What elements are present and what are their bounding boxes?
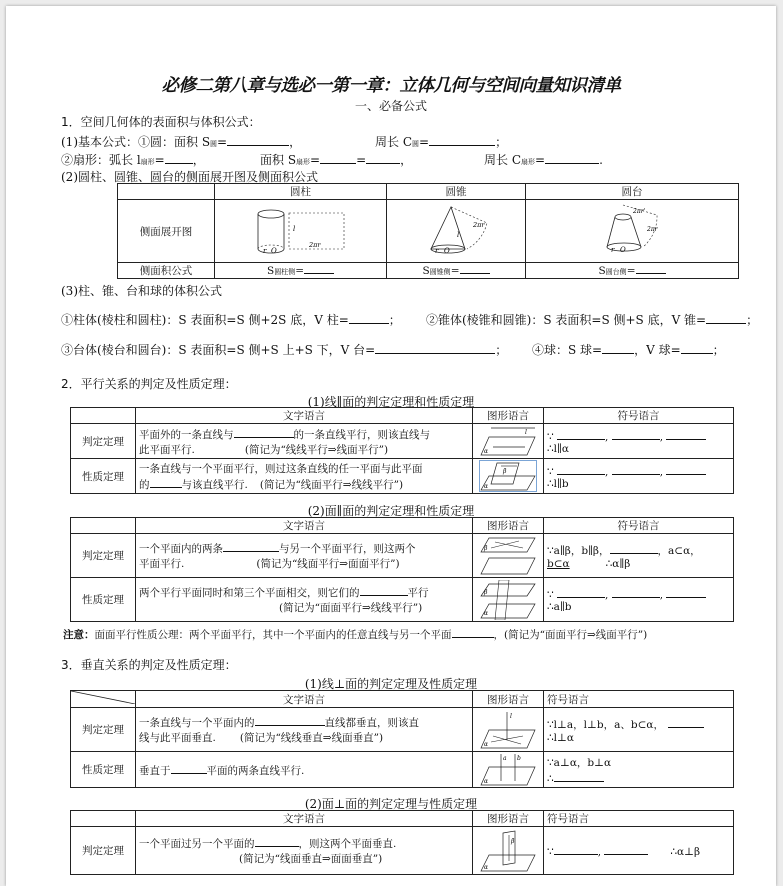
comma: ， xyxy=(289,135,302,149)
blank xyxy=(375,342,495,354)
symbol xyxy=(544,534,734,578)
sub: 圆台侧 xyxy=(605,268,627,276)
corner-diagonal xyxy=(71,691,136,708)
blank xyxy=(545,152,599,164)
basic-formula-line xyxy=(61,134,301,152)
blank xyxy=(681,342,713,354)
svg-text:β: β xyxy=(484,544,488,552)
conclusion: ∴l∥b xyxy=(547,477,569,490)
svg-text:l: l xyxy=(292,225,295,233)
criterion-text xyxy=(136,534,473,578)
lateral-area-table xyxy=(117,183,739,279)
col-symbol: 符号语言 xyxy=(544,408,734,424)
sector-sub: 扇形 xyxy=(521,158,535,166)
corner xyxy=(71,408,136,424)
blank xyxy=(610,542,658,554)
abbr: (简记为“线线平行⇒线面平行”) xyxy=(244,443,389,456)
text: 平面外的一条直线与 xyxy=(139,428,234,441)
col-figure: 图形语言 xyxy=(473,518,544,534)
svg-text:α: α xyxy=(484,777,489,785)
sector-sub: 扇形 xyxy=(140,158,155,166)
blank xyxy=(612,428,660,440)
svg-text:2πr: 2πr xyxy=(308,241,321,249)
cylinder-lateral-formula xyxy=(215,263,387,279)
col-text: 文字语言 xyxy=(136,518,473,534)
conclusion: ∴l∥α xyxy=(547,442,569,455)
symbol xyxy=(544,752,734,788)
sphere-area-text: ④球：S 球= xyxy=(532,343,603,357)
frustum-lateral-formula xyxy=(526,263,739,279)
doc-title: 必修二第八章与选必一第一章：立体几何与空间向量知识清单 xyxy=(161,76,621,96)
property-text xyxy=(136,459,473,494)
line-plane-perp-caption: (1)线⊥面的判定定理及性质定理 xyxy=(304,677,478,691)
criterion-label: 判定定理 xyxy=(71,708,136,752)
pyramid-volume xyxy=(426,312,758,328)
document-page xyxy=(6,6,776,886)
cone-net-figure xyxy=(387,200,526,263)
criterion-text xyxy=(136,827,473,875)
volume-heading: (3)柱、锥、台和球的体积公式 xyxy=(61,284,222,298)
blank xyxy=(223,540,279,552)
svg-text:l: l xyxy=(457,231,460,239)
blank xyxy=(171,762,207,774)
line-plane-perp-property-icon xyxy=(479,753,537,787)
parallel-note xyxy=(63,627,647,642)
blank xyxy=(612,586,660,598)
eq: = xyxy=(626,265,636,277)
plane-plane-perp-caption: (2)面⊥面的判定定理与性质定理 xyxy=(304,797,478,811)
criterion-text xyxy=(136,424,473,459)
cylinder-net-figure xyxy=(215,200,387,263)
text: ，则这两个平面垂直. xyxy=(298,838,397,850)
sphere-formulas xyxy=(532,342,725,358)
text: 平面平行. xyxy=(139,558,185,570)
conclusion: ∴ xyxy=(547,772,554,785)
equals: = xyxy=(154,153,165,167)
section-title-formulas: 一、必备公式 xyxy=(354,99,427,113)
cylinder-net-icon xyxy=(251,203,351,259)
svg-text:r: r xyxy=(611,246,615,254)
circle-sub: 圆 xyxy=(412,140,419,148)
svg-text:2πr': 2πr' xyxy=(633,208,646,215)
blank xyxy=(604,843,648,855)
s: S xyxy=(598,265,606,277)
sector-perimeter xyxy=(484,152,603,170)
text: 一条直线与一个平面内的 xyxy=(139,717,255,729)
symbol: ∵ , ∴α⊥β xyxy=(544,827,734,875)
property-label: 性质定理 xyxy=(71,459,136,494)
prism-volume-text: ①柱体(棱柱和圆柱)：S 表面积=S 侧+2S 底，V 柱= xyxy=(61,313,349,327)
figure xyxy=(473,424,544,459)
sector-sub: 扇形 xyxy=(296,158,311,166)
svg-text:2πr: 2πr xyxy=(473,221,485,229)
svg-text:α: α xyxy=(484,863,489,871)
blank xyxy=(554,843,598,855)
svg-text:β: β xyxy=(511,837,515,845)
row-label-formula: 侧面积公式 xyxy=(118,263,215,279)
sector-arc-label: ②扇形：弧长 l xyxy=(61,153,141,167)
conclusion: ∴a∥b xyxy=(547,601,572,613)
col-figure: 图形语言 xyxy=(473,811,544,827)
plane-plane-parallel-table xyxy=(70,517,734,622)
svg-text:α: α xyxy=(484,448,489,455)
text: 的一条直线平行，则该直线与 xyxy=(293,428,430,441)
text: 直线都垂直，则该直 xyxy=(324,717,419,729)
text: 垂直于 xyxy=(139,764,171,777)
sector-area xyxy=(260,152,412,170)
line-plane-property-icon xyxy=(479,460,537,492)
svg-text:O: O xyxy=(620,246,626,254)
svg-text:O: O xyxy=(270,247,277,255)
section-3-heading: 3．垂直关系的判定及性质定理： xyxy=(61,658,237,672)
conclusion: ∴α⊥β xyxy=(670,846,701,858)
text: 一个平面内的两条 xyxy=(139,543,223,555)
property-label: 性质定理 xyxy=(71,578,136,622)
frustum-volume-text: ③台体(棱台和圆台)：S 表面积=S 侧+S 上+S 下，V 台= xyxy=(61,343,376,357)
cone-net-icon xyxy=(411,203,501,259)
text: 一条直线与一个平面平行，则过这条直线的任一平面与此平面 xyxy=(139,462,423,475)
svg-text:O: O xyxy=(444,247,450,255)
comma: ， xyxy=(400,153,413,167)
conclusion: ∴l⊥α xyxy=(547,731,575,744)
frustum-net-figure xyxy=(526,200,739,263)
property-text xyxy=(136,752,473,788)
perimeter-label: 周长 C xyxy=(375,135,412,149)
property-text xyxy=(136,578,473,622)
blank xyxy=(360,584,408,596)
blank xyxy=(557,428,605,440)
svg-text:l: l xyxy=(525,429,527,436)
svg-text:α: α xyxy=(484,483,489,490)
equals: = xyxy=(310,153,321,167)
criterion-label: 判定定理 xyxy=(71,534,136,578)
sector-perimeter-label: 周长 C xyxy=(484,153,521,167)
pyramid-volume-text: ②锥体(棱锥和圆锥)：S 表面积=S 侧+S 底，V 锥= xyxy=(426,313,707,327)
col-symbol: 符号语言 xyxy=(544,691,734,708)
svg-text:l: l xyxy=(510,712,512,720)
blank xyxy=(349,312,389,324)
svg-text:2πr: 2πr xyxy=(647,226,658,233)
text: 与该直线平行. xyxy=(181,478,248,491)
blank xyxy=(666,586,706,598)
s: S xyxy=(266,265,275,277)
blank xyxy=(255,835,299,847)
semicolon: ； xyxy=(495,343,508,357)
circle-perimeter xyxy=(375,134,507,152)
blank xyxy=(668,716,704,728)
text: 平行 xyxy=(407,587,429,599)
corner xyxy=(71,811,136,827)
period: . xyxy=(599,153,603,167)
blank xyxy=(234,426,294,438)
symbol: ∵ , , ∴l∥α xyxy=(544,424,734,459)
line-plane-parallel-caption: (1)线∥面的判定定理和性质定理 xyxy=(307,395,475,409)
frustum-net-icon xyxy=(587,203,677,259)
sector-formula-line xyxy=(61,152,205,170)
sub: 圆锥侧 xyxy=(429,268,451,276)
cone-lateral-formula xyxy=(387,263,526,279)
section-2-heading: 2．平行关系的判定及性质定理： xyxy=(61,377,237,391)
col-text: 文字语言 xyxy=(136,811,473,827)
given: ∵a⊥α，b⊥α xyxy=(547,756,612,769)
blank xyxy=(452,628,494,638)
note-label: 注意： xyxy=(63,629,95,641)
equals: = xyxy=(535,153,546,167)
symbol: ∵ , , ∴a∥b xyxy=(544,578,734,622)
figure xyxy=(473,752,544,788)
abbr: (简记为“线面平行⇒线线平行”) xyxy=(259,478,404,491)
abbr: (简记为“线线垂直⇒线面垂直”) xyxy=(239,732,384,744)
circle-area-label: (1)基本公式：①圆：面积 S xyxy=(61,135,211,149)
sub: 圆柱侧 xyxy=(274,268,296,276)
plane-plane-property-icon xyxy=(479,580,537,620)
given: b⊂α xyxy=(547,557,570,570)
because: ∵ xyxy=(547,589,554,601)
property-label: 性质定理 xyxy=(71,752,136,788)
blank xyxy=(636,264,666,274)
abbr: (简记为“面面平行⇒线线平行”) xyxy=(279,602,423,614)
s: S xyxy=(422,265,430,277)
blank xyxy=(557,463,605,475)
plane-plane-parallel-caption: (2)面∥面的判定定理和性质定理 xyxy=(307,504,475,518)
plane-plane-perp-table xyxy=(70,810,734,875)
note-text: ，(简记为“面面平行⇒线面平行”) xyxy=(493,629,648,641)
col-symbol: 符号语言 xyxy=(544,518,734,534)
blank xyxy=(320,152,356,164)
blank xyxy=(227,134,289,146)
col-symbol: 符号语言 xyxy=(544,811,734,827)
line-plane-parallel-table xyxy=(70,407,734,494)
text: 两个平行平面同时和第三个平面相交，则它们的 xyxy=(139,587,360,599)
equals: = xyxy=(356,153,367,167)
col-text: 文字语言 xyxy=(136,408,473,424)
given: ∵l⊥a，l⊥b，a、b⊂α， xyxy=(547,718,664,731)
figure xyxy=(473,827,544,875)
corner xyxy=(71,518,136,534)
prism-volume xyxy=(61,312,401,328)
sphere-volume-text: ，V 球= xyxy=(634,343,681,357)
svg-text:α: α xyxy=(484,609,489,617)
criterion-text xyxy=(136,708,473,752)
blank xyxy=(612,463,660,475)
symbol xyxy=(544,708,734,752)
circle-sub: 圆 xyxy=(210,140,218,148)
given: ，a⊂α， xyxy=(657,544,701,557)
semicolon: ； xyxy=(712,343,725,357)
line-plane-perp-table xyxy=(70,690,734,788)
sector-area-label: 面积 S xyxy=(260,153,297,167)
criterion-label: 判定定理 xyxy=(71,424,136,459)
blank xyxy=(150,476,182,488)
corner-cell xyxy=(118,184,215,200)
blank xyxy=(666,428,706,440)
blank xyxy=(460,264,490,274)
semicolon: ； xyxy=(388,313,401,327)
because: ∵ xyxy=(547,465,554,478)
semicolon: ； xyxy=(495,135,508,149)
blank xyxy=(304,264,334,274)
abbr: (简记为“线面垂直⇒面面垂直”) xyxy=(239,853,383,865)
because: ∵ xyxy=(547,846,554,858)
figure xyxy=(473,534,544,578)
plane-plane-parallel-icon xyxy=(479,536,537,576)
lateral-surface-heading: (2)圆柱、圆锥、圆台的侧面展开图及侧面积公式 xyxy=(61,170,318,184)
equals: = xyxy=(217,135,228,149)
svg-text:α: α xyxy=(484,740,489,748)
col-figure: 图形语言 xyxy=(473,691,544,708)
given: ∵a∥β，b∥β， xyxy=(547,544,610,557)
line-plane-parallel-icon xyxy=(479,425,537,457)
comma: ， xyxy=(192,153,205,167)
text: 平面的两条直线平行. xyxy=(206,764,305,777)
text: 线与此平面垂直. xyxy=(139,732,216,744)
eq: = xyxy=(450,265,460,277)
blank xyxy=(602,342,634,354)
col-cone: 圆锥 xyxy=(387,184,526,200)
section-1-heading: 1．空间几何体的表面积与体积公式： xyxy=(61,115,261,129)
text: 此平面平行. xyxy=(139,443,195,456)
col-text: 文字语言 xyxy=(136,691,473,708)
col-frustum: 圆台 xyxy=(526,184,739,200)
criterion-label: 判定定理 xyxy=(71,827,136,875)
symbol: ∵ , , ∴l∥b xyxy=(544,459,734,494)
text: 与另一个平面平行，则这两个 xyxy=(279,543,416,555)
line-plane-perp-icon xyxy=(479,710,537,750)
semicolon: ； xyxy=(746,313,759,327)
figure xyxy=(473,708,544,752)
blank xyxy=(557,586,605,598)
row-label-net: 侧面展开图 xyxy=(118,200,215,263)
abbr: (简记为“线面平行⇒面面平行”) xyxy=(256,558,400,570)
svg-text:r: r xyxy=(262,247,266,255)
eq: = xyxy=(295,265,304,277)
conclusion: ∴α∥β xyxy=(605,557,631,570)
diagonal-line-icon xyxy=(71,691,135,704)
blank xyxy=(554,770,604,782)
col-cylinder: 圆柱 xyxy=(215,184,387,200)
col-figure: 图形语言 xyxy=(473,408,544,424)
text: 一个平面过另一个平面的 xyxy=(139,838,255,850)
equals: = xyxy=(419,135,430,149)
blank xyxy=(429,134,495,146)
svg-text:r: r xyxy=(435,247,439,255)
blank xyxy=(255,714,325,726)
blank xyxy=(165,152,193,164)
svg-text:β: β xyxy=(503,468,507,475)
figure xyxy=(473,578,544,622)
figure xyxy=(473,459,544,494)
blank xyxy=(666,463,706,475)
because: ∵ xyxy=(547,430,554,443)
note-text: 面面平行性质公理：两个平面平行，其中一个平面内的任意直线与另一个平面 xyxy=(94,629,452,641)
svg-text:b: b xyxy=(517,754,521,762)
svg-text:β: β xyxy=(484,588,488,596)
blank xyxy=(366,152,400,164)
plane-plane-perp-icon xyxy=(479,829,537,873)
frustum-volume xyxy=(61,342,507,358)
blank xyxy=(706,312,746,324)
svg-text:a: a xyxy=(503,754,507,762)
text: 的 xyxy=(139,478,150,491)
